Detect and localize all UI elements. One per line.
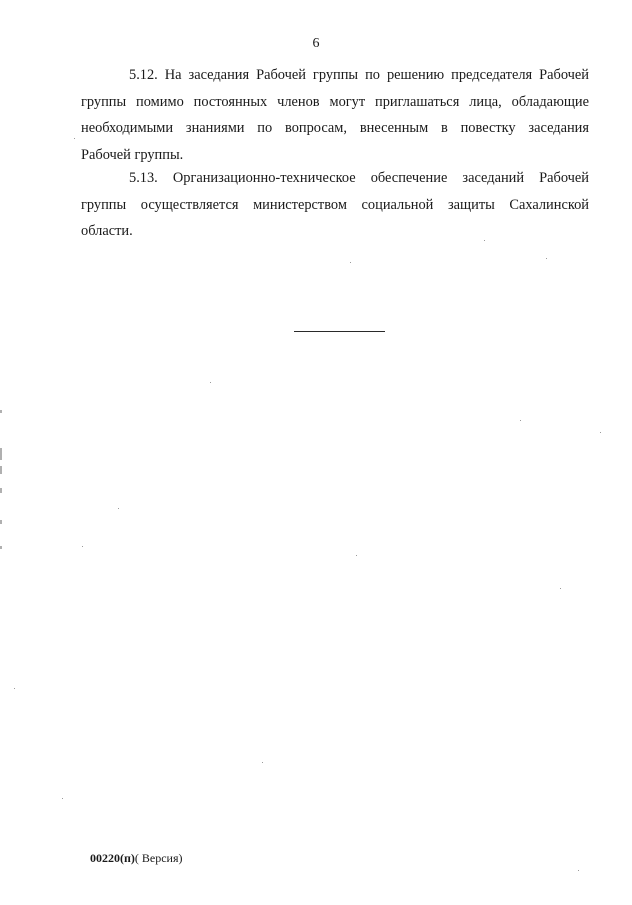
paragraph-5-12 [81,62,589,168]
scan-speck [578,870,579,871]
paragraph-line: необходимыми знаниями по вопросам, внесенным в повестку заседания [81,120,589,136]
scan-speck [62,798,63,799]
page-number: 6 [312,36,320,51]
footer-document-code [90,851,183,866]
scan-speck [82,546,83,547]
scan-speck [262,762,263,763]
scan-speck [356,555,357,556]
scan-speck [560,588,561,589]
scan-speck [14,688,15,689]
scan-speck [118,508,119,509]
paragraph-line: Рабочей группы. [81,146,184,163]
end-divider-line [294,331,385,332]
scan-speck [484,240,485,241]
scan-speck [546,258,547,259]
scan-speck [74,138,75,139]
scan-speck [350,262,351,263]
paragraph-5-13 [81,165,589,245]
paragraph-line: 5.12. На заседания Рабочей группы по решению председателя Рабочей [129,67,589,83]
paragraph-line: области. [81,223,133,239]
scan-speck [600,432,601,433]
paragraph-line: группы помимо постоянных членов могут приглашаться лица, обладающие [81,93,589,110]
scan-speck [520,420,521,421]
paragraph-line: 5.13. Организационно-техническое обеспечение заседаний Рабочей [129,170,589,186]
footer-version-label: ( Версия) [134,851,183,865]
paragraph-line: группы осуществляется министерством социальной защиты Сахалинской [81,196,589,213]
footer-code-number: 00220(п) [90,851,135,865]
scan-speck [210,382,211,383]
scan-edge-marks [0,400,3,560]
